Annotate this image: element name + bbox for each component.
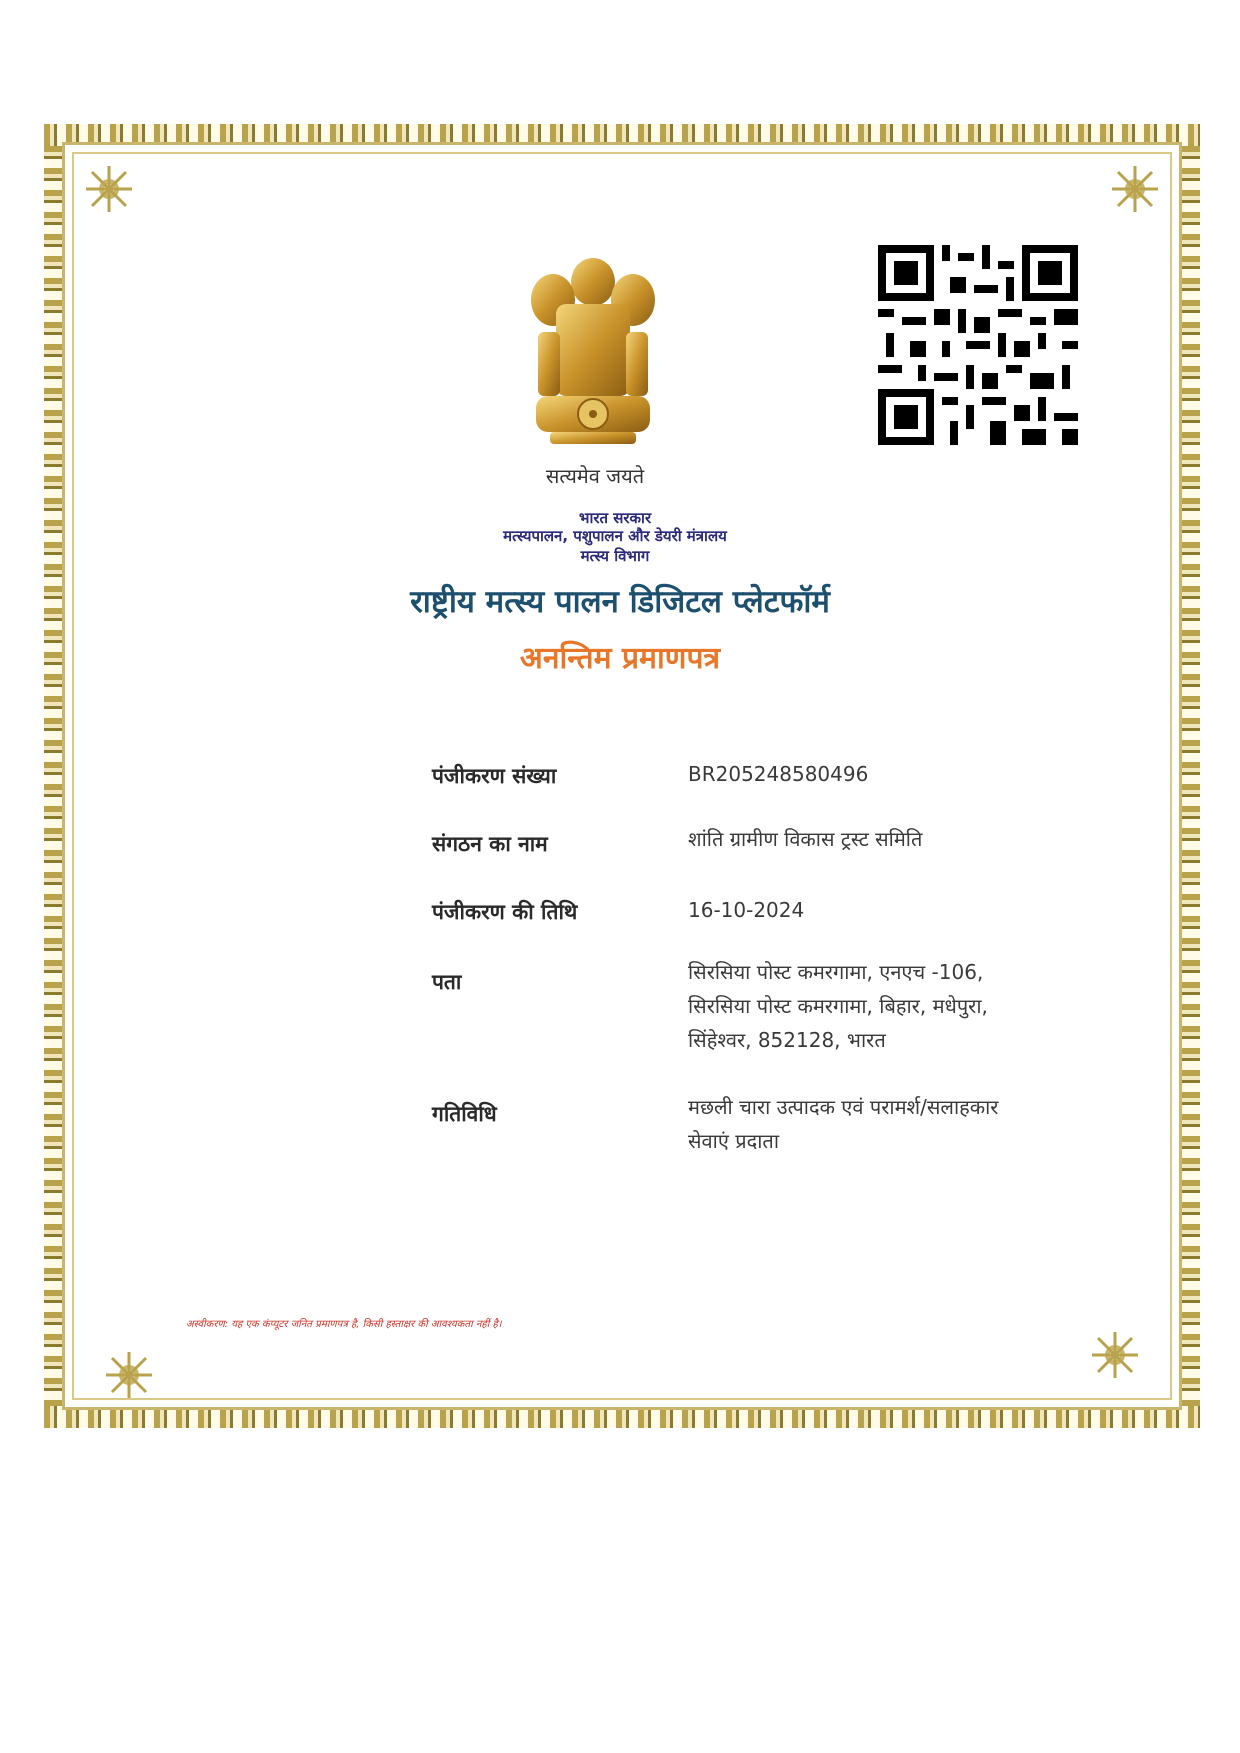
address-label: पता <box>432 970 462 994</box>
corner-flourish-icon <box>102 1348 156 1402</box>
platform-title: राष्ट्रीय मत्स्य पालन डिजिटल प्लेटफॉर्म <box>410 584 830 620</box>
registration-number-value: BR205248580496 <box>688 762 869 786</box>
registration-date-value: 16-10-2024 <box>688 898 805 922</box>
qr-code-icon <box>878 245 1078 445</box>
issuer-ministry: मत्स्यपालन, पशुपालन और डेयरी मंत्रालय <box>503 527 727 545</box>
corner-flourish-icon <box>82 162 136 216</box>
registration-number-label: पंजीकरण संख्या <box>432 764 557 788</box>
activity-label: गतिविधि <box>432 1102 497 1126</box>
registration-date-label: पंजीकरण की तिथि <box>432 900 578 924</box>
organization-name-label: संगठन का नाम <box>432 832 548 856</box>
corner-flourish-icon <box>1108 162 1162 216</box>
activity-line: मछली चारा उत्पादक एवं परामर्श/सलाहकार <box>688 1095 999 1119</box>
issuer-department: मत्स्य विभाग <box>580 547 650 565</box>
address-value <box>688 955 988 1057</box>
certificate-title: अनन्तिम प्रमाणपत्र <box>519 641 721 676</box>
address-line: सिरसिया पोस्ट कमरगामा, बिहार, मधेपुरा, <box>688 994 988 1018</box>
corner-flourish-icon <box>1088 1328 1142 1382</box>
national-emblem-icon <box>518 242 668 462</box>
issuer-government: भारत सरकार <box>578 509 652 527</box>
organization-name-value: शांति ग्रामीण विकास ट्रस्ट समिति <box>688 827 923 851</box>
address-line: सिरसिया पोस्ट कमरगामा, एनएच -106, <box>688 960 984 984</box>
activity-line: सेवाएं प्रदाता <box>688 1129 779 1153</box>
address-line: सिंहेश्वर, 852128, भारत <box>688 1028 886 1052</box>
disclaimer-note: अस्वीकरण: यह एक कंप्यूटर जनित प्रमाणपत्र है, किसी हस्ताक्षर की आवश्यकता नहीं है। <box>186 1319 502 1330</box>
emblem-motto: सत्यमेव जयते <box>545 464 645 488</box>
activity-value <box>688 1090 998 1158</box>
